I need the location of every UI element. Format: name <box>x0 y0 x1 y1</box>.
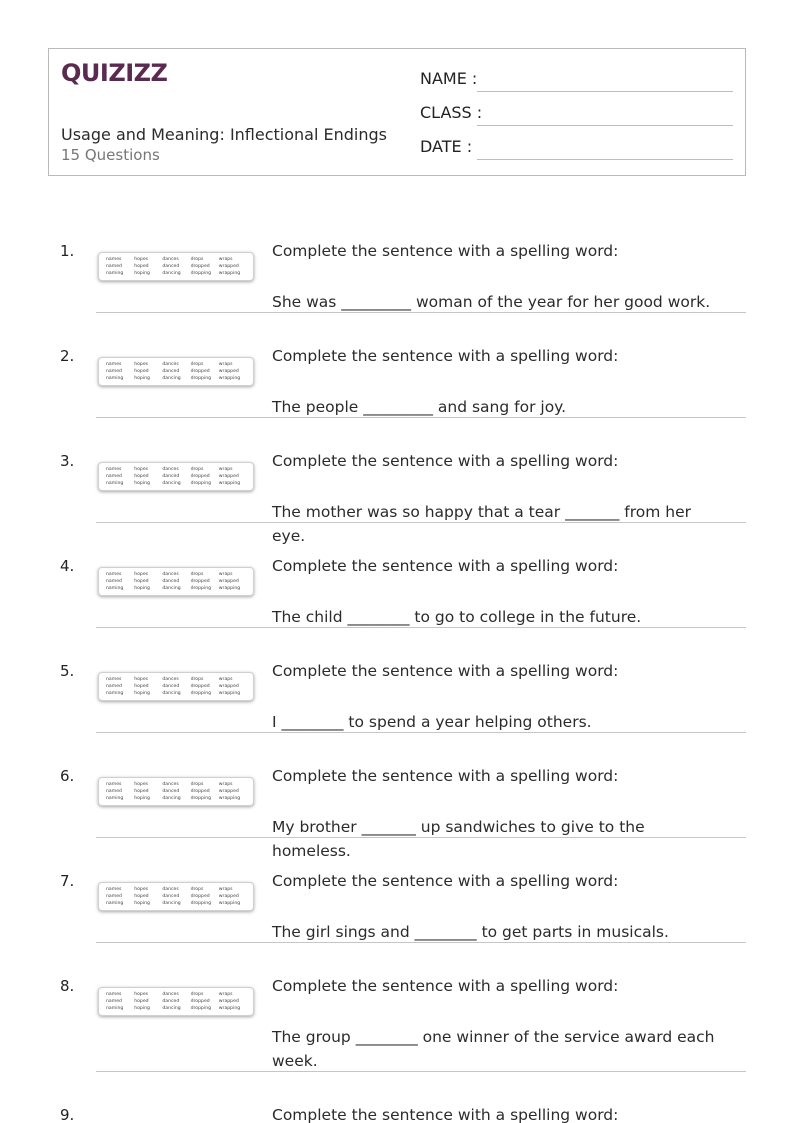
name-field[interactable] <box>420 69 733 93</box>
thumbnail-word: drops <box>190 257 204 262</box>
thumbnail-word: dances <box>162 362 179 367</box>
thumbnail-word: wraps <box>218 677 233 682</box>
spelling-word-image <box>98 777 254 806</box>
thumbnail-word: wraps <box>218 572 233 577</box>
thumbnail-word: danced <box>162 999 180 1004</box>
question-prompt: Complete the sentence with a spelling word: <box>272 557 619 575</box>
thumbnail-word: danced <box>162 579 180 584</box>
thumbnail-word: hoped <box>134 999 149 1004</box>
thumbnail-word: wrapping <box>218 481 241 486</box>
name-line[interactable] <box>477 91 733 92</box>
thumbnail-word: names <box>106 992 122 997</box>
thumbnail-word: naming <box>106 691 124 696</box>
thumbnail-word: dropping <box>190 691 212 696</box>
thumbnail-word: dancing <box>162 796 181 801</box>
thumbnail-word: wrapped <box>218 579 239 584</box>
thumbnail-word: hopes <box>134 257 149 262</box>
thumbnail-word: dropping <box>190 271 212 276</box>
thumbnail-word: danced <box>162 474 180 479</box>
thumbnail-word: danced <box>162 684 180 689</box>
thumbnail-word: dropped <box>190 264 210 269</box>
question-prompt: Complete the sentence with a spelling word: <box>272 767 619 785</box>
question-prompt: Complete the sentence with a spelling word: <box>272 347 619 365</box>
question-number: 6. <box>60 767 75 785</box>
thumbnail-word: wraps <box>218 782 233 787</box>
question-divider <box>96 837 746 838</box>
question-prompt: Complete the sentence with a spelling word: <box>272 1106 619 1123</box>
question-count: 15 Questions <box>61 146 160 164</box>
spelling-word-image <box>98 672 254 701</box>
worksheet-header <box>48 48 746 176</box>
thumbnail-word: wraps <box>218 887 233 892</box>
question-sentence: The people _________ and sang for joy. <box>272 398 567 416</box>
thumbnail-word: naming <box>106 481 124 486</box>
spelling-word-image <box>98 462 254 491</box>
thumbnail-word: named <box>106 579 122 584</box>
question-divider <box>96 942 746 943</box>
thumbnail-word: hoped <box>134 579 149 584</box>
thumbnail-word: hopes <box>134 572 149 577</box>
thumbnail-word: danced <box>162 369 180 374</box>
question-sentence: The child ________ to go to college in the future. <box>272 608 642 626</box>
thumbnail-word: wrapped <box>218 264 239 269</box>
thumbnail-word: names <box>106 467 122 472</box>
class-field[interactable] <box>420 103 733 127</box>
thumbnail-word: drops <box>190 782 204 787</box>
thumbnail-word: wrapped <box>218 999 239 1004</box>
question-sentence: She was _________ woman of the year for her good work. <box>272 293 711 311</box>
thumbnail-word: dancing <box>162 691 181 696</box>
thumbnail-word: dropped <box>190 999 210 1004</box>
thumbnail-word: named <box>106 474 122 479</box>
spelling-word-image <box>98 357 254 386</box>
thumbnail-word: dances <box>162 467 179 472</box>
thumbnail-word: names <box>106 887 122 892</box>
question-divider <box>96 417 746 418</box>
worksheet-title: Usage and Meaning: Inflectional Endings <box>61 125 387 144</box>
thumbnail-word: drops <box>190 677 204 682</box>
thumbnail-word: wrapped <box>218 474 239 479</box>
thumbnail-word: danced <box>162 264 180 269</box>
question-divider <box>96 732 746 733</box>
thumbnail-word: wrapping <box>218 796 241 801</box>
thumbnail-word: hoped <box>134 684 149 689</box>
thumbnail-word: naming <box>106 1006 124 1011</box>
thumbnail-word: hoped <box>134 474 149 479</box>
thumbnail-word: hoped <box>134 369 149 374</box>
thumbnail-word: danced <box>162 789 180 794</box>
thumbnail-word: dropping <box>190 586 212 591</box>
thumbnail-word: named <box>106 999 122 1004</box>
thumbnail-word: drops <box>190 362 204 367</box>
thumbnail-word: names <box>106 782 122 787</box>
thumbnail-word: dances <box>162 257 179 262</box>
thumbnail-word: hopes <box>134 992 149 997</box>
thumbnail-word: dropped <box>190 369 210 374</box>
class-line[interactable] <box>477 125 733 126</box>
thumbnail-word: wraps <box>218 257 233 262</box>
thumbnail-word: dancing <box>162 901 181 906</box>
thumbnail-word: names <box>106 677 122 682</box>
question-number: 3. <box>60 452 75 470</box>
thumbnail-word: hopes <box>134 677 149 682</box>
thumbnail-word: wrapped <box>218 894 239 899</box>
question-number: 9. <box>60 1106 75 1123</box>
thumbnail-word: naming <box>106 796 124 801</box>
thumbnail-word: wrapped <box>218 789 239 794</box>
thumbnail-word: hoping <box>134 481 150 486</box>
quizizz-logo: QUIZIZZ <box>61 59 168 87</box>
question-divider <box>96 1071 746 1072</box>
date-line[interactable] <box>477 159 733 160</box>
thumbnail-word: dances <box>162 887 179 892</box>
thumbnail-word: naming <box>106 901 124 906</box>
thumbnail-word: dropping <box>190 376 212 381</box>
question-sentence: The girl sings and ________ to get parts in musicals. <box>272 923 669 941</box>
thumbnail-word: wrapping <box>218 376 241 381</box>
thumbnail-word: dances <box>162 782 179 787</box>
thumbnail-word: hoping <box>134 586 150 591</box>
thumbnail-word: hoping <box>134 376 150 381</box>
thumbnail-word: wrapping <box>218 691 241 696</box>
thumbnail-word: naming <box>106 586 124 591</box>
thumbnail-word: hoped <box>134 894 149 899</box>
thumbnail-word: wrapping <box>218 271 241 276</box>
question-number: 8. <box>60 977 75 995</box>
question-divider <box>96 312 746 313</box>
thumbnail-word: hoping <box>134 691 150 696</box>
thumbnail-word: wrapping <box>218 586 241 591</box>
thumbnail-word: dropping <box>190 796 212 801</box>
spelling-word-image <box>98 252 254 281</box>
thumbnail-word: named <box>106 684 122 689</box>
question-prompt: Complete the sentence with a spelling word: <box>272 977 619 995</box>
question-number: 1. <box>60 242 75 260</box>
thumbnail-word: dropped <box>190 579 210 584</box>
date-field[interactable] <box>420 137 733 161</box>
thumbnail-word: hopes <box>134 782 149 787</box>
thumbnail-word: hoping <box>134 1006 150 1011</box>
thumbnail-word: dropped <box>190 894 210 899</box>
date-label: DATE : <box>420 137 473 156</box>
thumbnail-word: dropping <box>190 1006 212 1011</box>
question-sentence: The mother was so happy that a tear _______ from her eye. <box>272 503 691 545</box>
thumbnail-word: hopes <box>134 362 149 367</box>
thumbnail-word: dropped <box>190 684 210 689</box>
question-divider <box>96 627 746 628</box>
spelling-word-image <box>98 987 254 1016</box>
thumbnail-word: dances <box>162 677 179 682</box>
thumbnail-word: dances <box>162 572 179 577</box>
thumbnail-word: dancing <box>162 586 181 591</box>
thumbnail-word: drops <box>190 572 204 577</box>
spelling-word-image <box>98 567 254 596</box>
thumbnail-word: dancing <box>162 1006 181 1011</box>
thumbnail-word: hoped <box>134 789 149 794</box>
name-label: NAME : <box>420 69 478 88</box>
thumbnail-word: dropping <box>190 901 212 906</box>
question-number: 7. <box>60 872 75 890</box>
spelling-word-image <box>98 882 254 911</box>
thumbnail-word: drops <box>190 467 204 472</box>
question-sentence: I ________ to spend a year helping others. <box>272 713 592 731</box>
question-prompt: Complete the sentence with a spelling word: <box>272 452 619 470</box>
thumbnail-word: names <box>106 362 122 367</box>
thumbnail-word: hoping <box>134 901 150 906</box>
thumbnail-word: dancing <box>162 481 181 486</box>
thumbnail-word: wraps <box>218 362 233 367</box>
thumbnail-word: names <box>106 257 122 262</box>
question-prompt: Complete the sentence with a spelling word: <box>272 242 619 260</box>
thumbnail-word: dropped <box>190 474 210 479</box>
thumbnail-word: wraps <box>218 467 233 472</box>
thumbnail-word: wrapped <box>218 684 239 689</box>
question-prompt: Complete the sentence with a spelling word: <box>272 872 619 890</box>
question-divider <box>96 522 746 523</box>
thumbnail-word: dropped <box>190 789 210 794</box>
question-number: 5. <box>60 662 75 680</box>
thumbnail-word: hoping <box>134 796 150 801</box>
thumbnail-word: hopes <box>134 467 149 472</box>
thumbnail-word: hoped <box>134 264 149 269</box>
thumbnail-word: dropping <box>190 481 212 486</box>
question-prompt: Complete the sentence with a spelling word: <box>272 662 619 680</box>
thumbnail-word: named <box>106 789 122 794</box>
thumbnail-word: wrapped <box>218 369 239 374</box>
question-number: 2. <box>60 347 75 365</box>
class-label: CLASS : <box>420 103 483 122</box>
thumbnail-word: hoping <box>134 271 150 276</box>
thumbnail-word: named <box>106 894 122 899</box>
thumbnail-word: danced <box>162 894 180 899</box>
thumbnail-word: dances <box>162 992 179 997</box>
thumbnail-word: hopes <box>134 887 149 892</box>
thumbnail-word: wrapping <box>218 901 241 906</box>
question-sentence: My brother _______ up sandwiches to give to the homeless. <box>272 818 645 860</box>
thumbnail-word: names <box>106 572 122 577</box>
thumbnail-word: naming <box>106 376 124 381</box>
thumbnail-word: named <box>106 369 122 374</box>
thumbnail-word: named <box>106 264 122 269</box>
thumbnail-word: drops <box>190 887 204 892</box>
thumbnail-word: dancing <box>162 271 181 276</box>
question-number: 4. <box>60 557 75 575</box>
thumbnail-word: naming <box>106 271 124 276</box>
question-sentence: The group ________ one winner of the service award each week. <box>272 1028 715 1070</box>
thumbnail-word: wrapping <box>218 1006 241 1011</box>
thumbnail-word: dancing <box>162 376 181 381</box>
thumbnail-word: wraps <box>218 992 233 997</box>
thumbnail-word: drops <box>190 992 204 997</box>
